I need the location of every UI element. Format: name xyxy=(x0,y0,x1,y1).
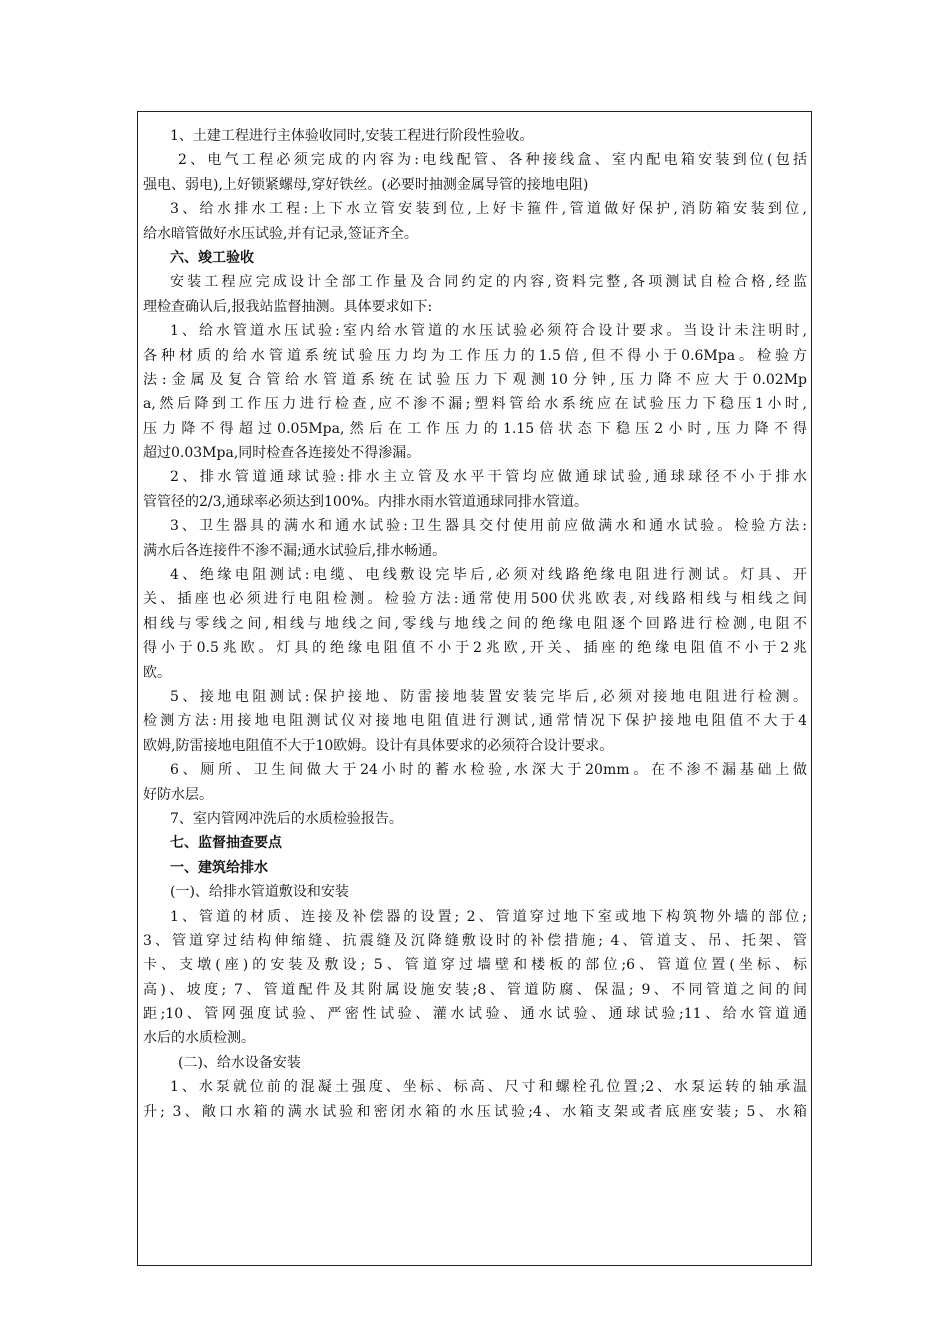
text-line: 1、给水管道水压试验:室内给水管道的水压试验必须符合设计要求。当设计未注明时, xyxy=(170,323,807,340)
text-line: 安装工程应完成设计全部工作量及合同约定的内容,资料完整,各项测试自检合格,经监 xyxy=(170,274,807,291)
text-line: 升; 3、敞口水箱的满水试验和密闭水箱的水压试验;4、水箱支架或者底座安装; 5、水箱 xyxy=(143,1103,807,1120)
text-line: 4、绝缘电阻测试:电缆、电线敷设完毕后,必须对线路绝缘电阻进行测试。灯具、开 xyxy=(170,567,807,584)
text-line: 给水暗管做好水压试验,并有记录,签证齐全。 xyxy=(143,225,418,242)
text-line: 6、厕所、卫生间做大于24小时的蓄水检验,水深大于20mm。在不渗不漏基础上做 xyxy=(170,762,807,779)
text-line: 欧姆,防雷接地电阻值不大于10欧姆。设计有具体要求的必须符合设计要求。 xyxy=(143,737,614,754)
text-line: 各种材质的给水管道系统试验压力均为工作压力的1.5倍,但不得小于0.6Mpa。检验方 xyxy=(143,347,807,364)
text-line: 强电、弱电),上好锁紧螺母,穿好铁丝。(必要时抽测金属导管的接地电阻) xyxy=(143,176,589,193)
text-line: 3、管道穿过结构伸缩缝、抗震缝及沉降缝敷设时的补偿措施; 4、管道支、吊、托架、管 xyxy=(143,932,807,949)
text-line: 法:金属及复合管给水管道系统在试验压力下观测10分钟,压力降不应大于0.02Mp xyxy=(143,371,807,388)
text-line: (二)、给水设备安装 xyxy=(178,1054,301,1071)
text-line: 满水后各连接件不渗不漏;通水试验后,排水畅通。 xyxy=(143,542,447,559)
text-line: 理检查确认后,报我站监督抽测。具体要求如下: xyxy=(143,298,433,315)
document-body xyxy=(143,124,807,1124)
text-line: 1、水泵就位前的混凝土强度、坐标、标高、尺寸和螺栓孔位置;2、水泵运转的轴承温 xyxy=(170,1079,807,1096)
text-line: (一)、给排水管道敷设和安装 xyxy=(170,884,349,901)
text-line: 3、卫生器具的满水和通水试验:卫生器具交付使用前应做满水和通水试验。检验方法: xyxy=(170,518,807,535)
section-heading: 七、监督抽查要点 xyxy=(170,835,282,852)
text-line: 卡、支墩(座)的安装及敷设; 5、管道穿过墙壁和楼板的部位;6、管道位置(坐标、标 xyxy=(143,957,807,974)
text-line: 相线与零线之间,相线与地线之间,零线与地线之间的绝缘电阻逐个回路进行检测,电阻不 xyxy=(143,615,807,632)
text-line: 5、接地电阻测试:保护接地、防雷接地装置安装完毕后,必须对接地电阻进行检测。 xyxy=(170,688,807,705)
text-line: 1、土建工程进行主体验收同时,安装工程进行阶段性验收。 xyxy=(170,128,534,144)
text-line: 欧。 xyxy=(143,664,171,681)
text-line: 高)、坡度; 7、管道配件及其附属设施安装;8、管道防腐、保温; 9、不同管道之间的间 xyxy=(143,981,807,998)
text-line: 距;10、管网强度试验、严密性试验、灌水试验、通水试验、通球试验;11、给水管道通 xyxy=(143,1006,807,1023)
text-line: 得小于0.5兆欧。灯具的绝缘电阻值不小于2兆欧,开关、插座的绝缘电阻值不小于2兆 xyxy=(143,640,807,657)
text-line: 压力降不得超过0.05Mpa,然后在工作压力的1.15倍状态下稳压2小时,压力降不得 xyxy=(143,420,807,437)
text-line: 检测方法:用接地电阻测试仪对接地电阻值进行测试,通常情况下保护接地电阻值不大于4 xyxy=(143,713,807,730)
text-line: 关、插座也必须进行电阻检测。检验方法:通常使用500伏兆欧表,对线路相线与相线之间 xyxy=(143,591,807,608)
text-line: 超过0.03Mpa,同时检查各连接处不得渗漏。 xyxy=(143,445,421,462)
text-line: 2、电气工程必须完成的内容为:电线配管、各种接线盒、室内配电箱安装到位(包括 xyxy=(178,152,807,169)
section-heading: 六、竣工验收 xyxy=(170,249,254,266)
text-line: 好防水层。 xyxy=(143,786,213,803)
section-heading: 一、建筑给排水 xyxy=(170,859,268,876)
text-line: 2、排水管道通球试验:排水主立管及水平干管均应做通球试验,通球球径不小于排水 xyxy=(170,469,807,486)
text-line: a,然后降到工作压力进行检查,应不渗不漏;塑料管给水系统应在试验压力下稳压1小时, xyxy=(143,396,807,413)
text-line: 3、给水排水工程:上下水立管安装到位,上好卡箍件,管道做好保护,消防箱安装到位, xyxy=(170,201,807,218)
text-line: 1、管道的材质、连接及补偿器的设置; 2、管道穿过地下室或地下构筑物外墙的部位; xyxy=(170,908,807,925)
text-line: 水后的水质检测。 xyxy=(143,1030,255,1047)
text-line: 7、室内管网冲洗后的水质检验报告。 xyxy=(170,810,403,827)
text-line: 管管径的2/3,通球率必须达到100%。内排水雨水管道通球同排水管道。 xyxy=(143,493,589,510)
